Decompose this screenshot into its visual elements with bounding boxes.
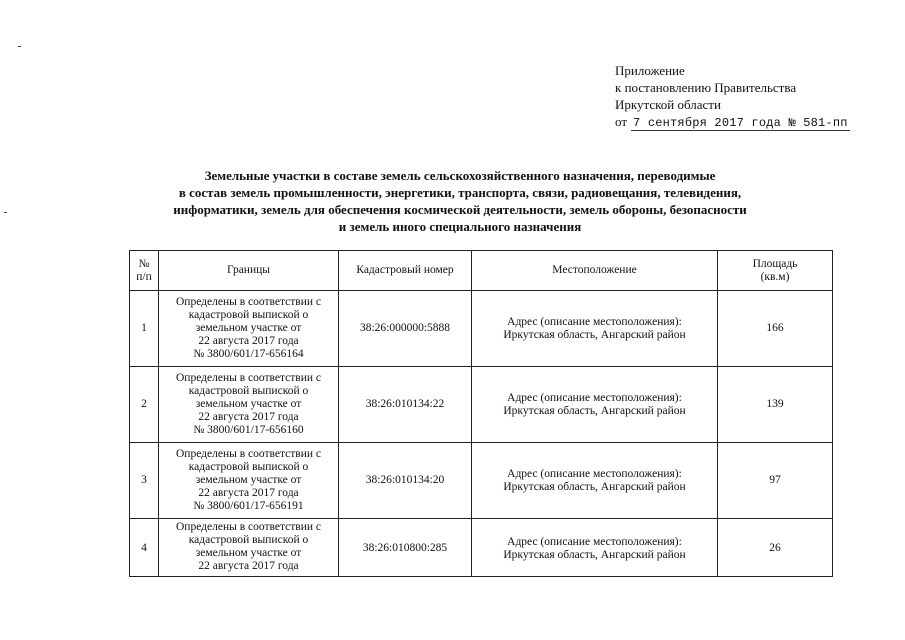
appendix-block bbox=[615, 62, 850, 131]
cell-bounds bbox=[159, 291, 339, 367]
cell-location bbox=[472, 443, 718, 519]
location-line: Иркутская область, Ангарский район bbox=[503, 480, 686, 493]
location-line: Адрес (описание местоположения): bbox=[507, 467, 682, 480]
cell-bounds bbox=[159, 367, 339, 443]
scan-mark bbox=[4, 212, 7, 213]
bounds-line: 22 августа 2017 года bbox=[198, 487, 299, 499]
cell-number: 1 bbox=[130, 291, 159, 367]
cell-cadastral: 38:26:010134:22 bbox=[339, 367, 472, 443]
bounds-line: земельном участке от bbox=[195, 398, 302, 410]
appendix-decree-line bbox=[615, 113, 850, 131]
bounds-line: 22 августа 2017 года bbox=[198, 411, 299, 423]
header-area-line: (кв.м) bbox=[760, 270, 790, 283]
appendix-from-label: от bbox=[615, 114, 628, 129]
land-plots-table bbox=[129, 250, 833, 577]
cell-area: 166 bbox=[718, 291, 833, 367]
location-line: Адрес (описание местоположения): bbox=[507, 535, 682, 548]
cell-area: 26 bbox=[718, 519, 833, 577]
cell-number: 2 bbox=[130, 367, 159, 443]
document-title bbox=[100, 167, 820, 235]
bounds-line: Определены в соответствии с bbox=[176, 296, 321, 308]
cell-cadastral: 38:26:010134:20 bbox=[339, 443, 472, 519]
bounds-line: кадастровой выпиской о bbox=[188, 309, 309, 321]
table-row bbox=[130, 367, 833, 443]
table-row bbox=[130, 519, 833, 577]
location-line: Адрес (описание местоположения): bbox=[507, 391, 682, 404]
bounds-line: земельном участке от bbox=[195, 322, 302, 334]
title-line: в состав земель промышленности, энергетики, транспорта, связи, радиовещания, телевидения, bbox=[178, 185, 742, 200]
cell-location bbox=[472, 519, 718, 577]
table-header-row bbox=[130, 251, 833, 291]
appendix-line: к постановлению Правительства bbox=[615, 80, 797, 95]
bounds-line: кадастровой выпиской о bbox=[188, 534, 309, 546]
table-row bbox=[130, 443, 833, 519]
header-bounds: Границы bbox=[159, 251, 339, 291]
bounds-line: кадастровой выпиской о bbox=[188, 461, 309, 473]
header-number-line: п/п bbox=[136, 270, 152, 283]
cell-bounds bbox=[159, 443, 339, 519]
header-number-line: № bbox=[138, 257, 150, 270]
bounds-line: земельном участке от bbox=[195, 474, 302, 486]
bounds-line: Определены в соответствии с bbox=[176, 448, 321, 460]
header-location: Местоположение bbox=[472, 251, 718, 291]
location-line: Адрес (описание местоположения): bbox=[507, 315, 682, 328]
bounds-line: 22 августа 2017 года bbox=[198, 560, 299, 572]
header-area bbox=[718, 251, 833, 291]
table-row bbox=[130, 291, 833, 367]
bounds-line: Определены в соответствии с bbox=[176, 372, 321, 384]
cell-area: 139 bbox=[718, 367, 833, 443]
cell-location bbox=[472, 291, 718, 367]
bounds-line: земельном участке от bbox=[195, 547, 302, 559]
appendix-line: Приложение bbox=[615, 63, 685, 78]
bounds-line: 22 августа 2017 года bbox=[198, 335, 299, 347]
bounds-line: кадастровой выпиской о bbox=[188, 385, 309, 397]
cell-cadastral: 38:26:000000:5888 bbox=[339, 291, 472, 367]
scan-mark bbox=[18, 46, 21, 47]
bounds-line: № 3800/601/17-656191 bbox=[193, 500, 304, 512]
title-line: информатики, земель для обеспечения космической деятельности, земель обороны, безопасности bbox=[173, 202, 747, 217]
location-line: Иркутская область, Ангарский район bbox=[503, 548, 686, 561]
decree-date-number: 7 сентября 2017 года № 581-пп bbox=[633, 116, 848, 130]
cell-number: 4 bbox=[130, 519, 159, 577]
cell-bounds bbox=[159, 519, 339, 577]
header-cadastral: Кадастровый номер bbox=[339, 251, 472, 291]
cell-location bbox=[472, 367, 718, 443]
bounds-line: Определены в соответствии с bbox=[176, 521, 321, 533]
title-line: Земельные участки в составе земель сельскохозяйственного назначения, переводимые bbox=[204, 168, 716, 183]
cell-number: 3 bbox=[130, 443, 159, 519]
cell-cadastral: 38:26:010800:285 bbox=[339, 519, 472, 577]
title-line: и земель иного специального назначения bbox=[338, 219, 582, 234]
header-area-line: Площадь bbox=[752, 257, 798, 270]
bounds-line: № 3800/601/17-656160 bbox=[193, 424, 304, 436]
location-line: Иркутская область, Ангарский район bbox=[503, 404, 686, 417]
bounds-line: № 3800/601/17-656164 bbox=[193, 348, 304, 360]
header-number bbox=[130, 251, 159, 291]
appendix-line: Иркутской области bbox=[615, 97, 721, 112]
location-line: Иркутская область, Ангарский район bbox=[503, 328, 686, 341]
cell-area: 97 bbox=[718, 443, 833, 519]
